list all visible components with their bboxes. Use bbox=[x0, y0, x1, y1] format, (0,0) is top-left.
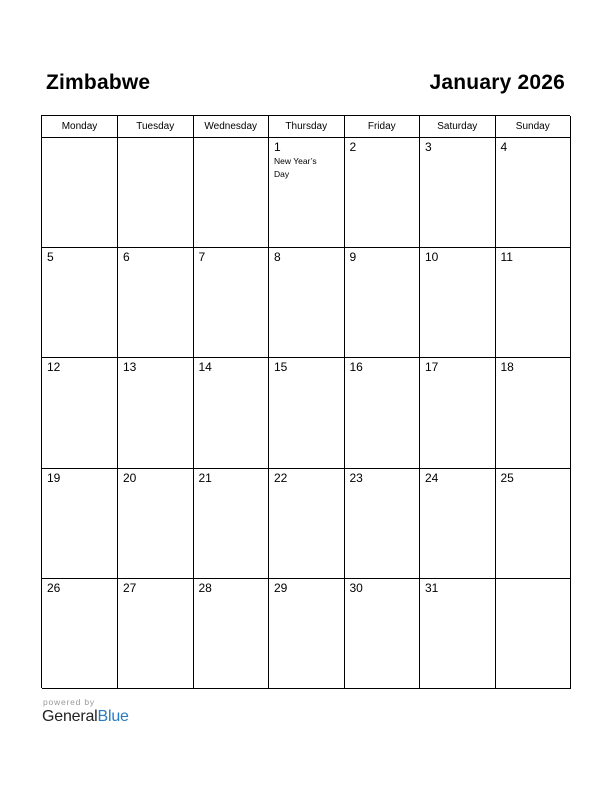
weekday-header: Sunday bbox=[495, 116, 571, 137]
day-cell bbox=[193, 579, 269, 689]
day-number: 31 bbox=[425, 581, 439, 596]
day-cell bbox=[193, 468, 269, 578]
day-number: 6 bbox=[123, 249, 130, 264]
day-cell bbox=[495, 358, 571, 468]
day-cell bbox=[495, 579, 571, 689]
day-number: 22 bbox=[274, 470, 288, 485]
day-number: 27 bbox=[123, 581, 137, 596]
day-number bbox=[118, 138, 193, 141]
day-cell bbox=[42, 137, 118, 247]
day-cell bbox=[344, 579, 420, 689]
day-number bbox=[42, 138, 117, 141]
day-number: 26 bbox=[47, 581, 61, 596]
weekday-header: Friday bbox=[344, 116, 420, 137]
weekday-header: Tuesday bbox=[118, 116, 194, 137]
day-number: 15 bbox=[274, 360, 288, 375]
day-number: 12 bbox=[47, 360, 61, 375]
day-number: 8 bbox=[274, 249, 281, 264]
weekday-header: Monday bbox=[42, 116, 118, 137]
day-number: 7 bbox=[198, 249, 206, 264]
day-cell bbox=[118, 247, 194, 357]
week-row bbox=[42, 137, 571, 247]
day-number: 13 bbox=[123, 360, 137, 375]
weekday-header: Wednesday bbox=[193, 116, 269, 137]
day-cell bbox=[344, 137, 420, 247]
day-number: 3 bbox=[425, 139, 432, 154]
powered-by-text: powered by bbox=[43, 697, 95, 707]
day-number: 29 bbox=[274, 581, 288, 596]
day-number: 20 bbox=[123, 470, 137, 485]
month-title: January 2026 bbox=[429, 71, 565, 94]
day-cell bbox=[495, 137, 571, 247]
day-number: 5 bbox=[47, 249, 54, 264]
day-number: 10 bbox=[425, 249, 439, 264]
day-cell bbox=[420, 358, 496, 468]
logo-general-text: General bbox=[42, 708, 98, 725]
weekday-header: Thursday bbox=[269, 116, 345, 137]
country-title: Zimbabwe bbox=[46, 71, 151, 94]
day-number: 16 bbox=[349, 360, 363, 375]
logo-blue-text: Blue bbox=[97, 708, 129, 725]
day-number: 21 bbox=[198, 470, 212, 485]
day-cell bbox=[118, 137, 194, 247]
day-number: 28 bbox=[198, 581, 212, 596]
day-cell bbox=[495, 247, 571, 357]
day-number: 30 bbox=[349, 581, 363, 596]
day-cell bbox=[344, 468, 420, 578]
day-number: 1 bbox=[274, 139, 281, 154]
day-number: 19 bbox=[47, 470, 61, 485]
week-row bbox=[42, 358, 571, 468]
day-cell bbox=[269, 358, 345, 468]
day-cell bbox=[118, 358, 194, 468]
day-cell bbox=[420, 579, 496, 689]
day-number bbox=[194, 138, 269, 141]
day-cell bbox=[269, 579, 345, 689]
day-cell bbox=[42, 247, 118, 357]
generalblue-logo-link[interactable] bbox=[42, 708, 129, 726]
day-cell bbox=[118, 468, 194, 578]
day-number: 4 bbox=[500, 139, 508, 154]
holiday-label: New Year’s Day bbox=[274, 155, 317, 179]
day-cell bbox=[420, 247, 496, 357]
calendar-grid bbox=[41, 115, 570, 688]
day-cell bbox=[269, 137, 345, 247]
day-cell bbox=[420, 468, 496, 578]
day-cell bbox=[193, 247, 269, 357]
weekday-header: Saturday bbox=[420, 116, 496, 137]
day-cell bbox=[118, 579, 194, 689]
week-row bbox=[42, 579, 571, 689]
day-number: 23 bbox=[349, 470, 363, 485]
day-number: 24 bbox=[425, 470, 439, 485]
week-row bbox=[42, 468, 571, 578]
day-cell bbox=[42, 358, 118, 468]
day-number: 9 bbox=[349, 249, 357, 264]
day-number: 25 bbox=[500, 470, 514, 485]
day-cell bbox=[495, 468, 571, 578]
day-number: 17 bbox=[425, 360, 439, 375]
day-number bbox=[496, 579, 571, 582]
week-row bbox=[42, 247, 571, 357]
day-number: 18 bbox=[500, 360, 514, 375]
day-cell bbox=[42, 468, 118, 578]
day-number: 14 bbox=[198, 360, 212, 375]
day-cell bbox=[344, 247, 420, 357]
day-cell bbox=[193, 358, 269, 468]
day-number: 2 bbox=[349, 139, 357, 154]
day-cell bbox=[269, 468, 345, 578]
day-number: 11 bbox=[500, 249, 513, 264]
day-cell bbox=[269, 247, 345, 357]
day-cell bbox=[344, 358, 420, 468]
day-cell bbox=[420, 137, 496, 247]
day-cell bbox=[42, 579, 118, 689]
weekday-header-row bbox=[42, 116, 571, 137]
day-cell bbox=[193, 137, 269, 247]
